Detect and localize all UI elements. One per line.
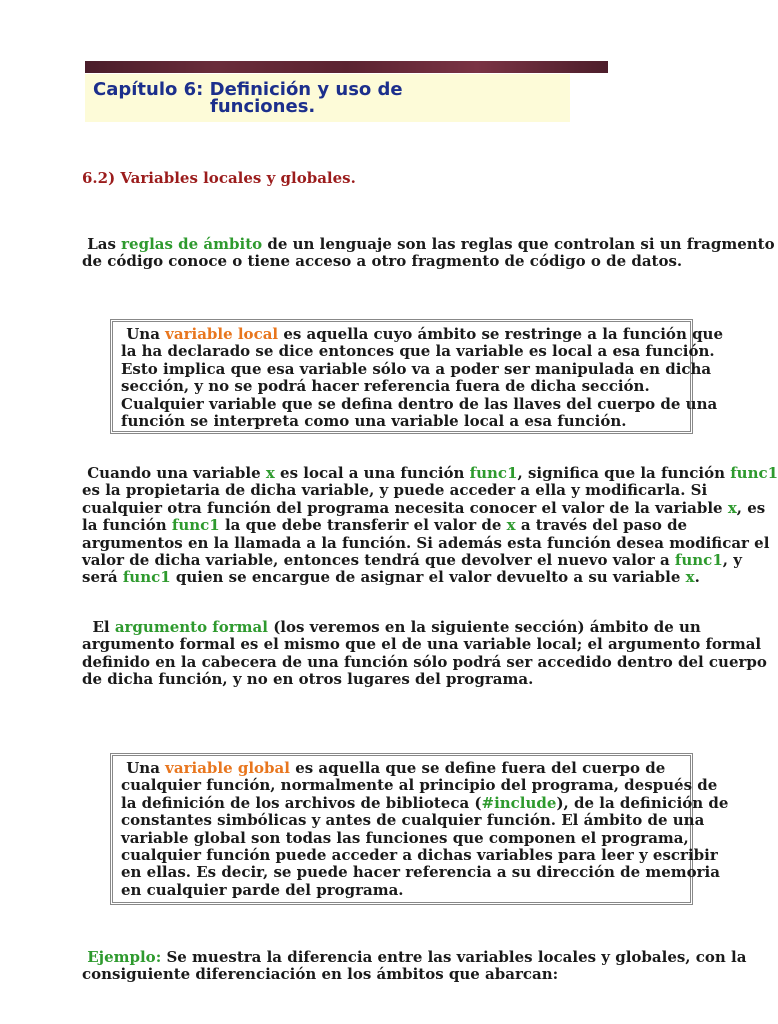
local-variable-definition-box: [110, 319, 724, 434]
func-name: func1: [469, 464, 518, 482]
paragraph-line: consiguiente diferenciación en los ámbitos que abarcan:: [82, 965, 559, 984]
intro-line: de código conoce o tiene acceso a otro fragmento de código o de datos.: [82, 252, 683, 271]
paragraph-line: es la propietaria de dicha variable, y puede acceder a ella y modificarla. Si: [82, 481, 708, 500]
paragraph-line: Cuando una variable x es local a una función func1, significa que la función func1: [82, 464, 778, 482]
term-include: #include: [481, 793, 557, 812]
chapter-title-line1: Capítulo 6: Definición y uso de: [93, 79, 403, 100]
term-variable-global: variable global: [165, 759, 290, 777]
formal-argument-paragraph: [82, 619, 767, 689]
paragraph-line: El argumento formal (los veremos en la siguiente sección) ámbito de un: [82, 618, 701, 636]
paragraph-line: será func1 quien se encargue de asignar el valor devuelto a su variable x.: [82, 568, 700, 587]
section-heading: 6.2) Variables locales y globales.: [82, 169, 356, 187]
func-name: func1: [674, 551, 723, 570]
var-x: x: [506, 516, 516, 535]
local-scope-example-paragraph: [82, 465, 778, 587]
func-name: func1: [122, 568, 171, 587]
paragraph-line: la función func1 la que debe transferir el valor de x a través del paso de: [82, 516, 688, 535]
paragraph-line: Ejemplo: Se muestra la diferencia entre las variables locales y globales, con la: [82, 948, 747, 966]
box-line: Una variable global es aquella que se define fuera del cuerpo de: [121, 759, 666, 777]
box-line: en cualquier parde del programa.: [121, 880, 404, 899]
intro-line: Las reglas de ámbito de un lenguaje son las reglas que controlan si un fragmento: [82, 235, 775, 253]
example-paragraph: [82, 949, 746, 984]
box-line: Cualquier variable que se defina dentro de las llaves del cuerpo de una: [121, 394, 718, 413]
paragraph-line: definido en la cabecera de una función sólo podrá ser accedido dentro del cuerpo: [82, 652, 767, 671]
func-name: func1: [171, 516, 220, 535]
intro-paragraph: [82, 236, 775, 271]
box-line: cualquier función puede acceder a dichas variables para leer y escribir: [121, 846, 718, 865]
box-line: cualquier función, normalmente al principio del programa, después de: [121, 776, 718, 795]
header-decorative-bar: [85, 61, 608, 73]
box-line: la definición de los archivos de biblioteca (#include), de la definición de: [121, 793, 729, 812]
box-line: constantes simbólicas y antes de cualquier función. El ámbito de una: [121, 811, 705, 830]
paragraph-line: valor de dicha variable, entonces tendrá que devolver el nuevo valor a func1, y: [82, 551, 742, 570]
term-variable-local: variable local: [165, 325, 279, 343]
var-x: x: [265, 464, 275, 482]
paragraph-line: argumento formal es el mismo que el de una variable local; el argumento formal: [82, 635, 762, 654]
box-line: función se interpreta como una variable local a esa función.: [121, 412, 627, 431]
box-line: en ellas. Es decir, se puede hacer referencia a su dirección de memoria: [121, 863, 720, 882]
var-x: x: [685, 568, 695, 587]
chapter-title-line2: funciones.: [210, 96, 316, 117]
term-reglas-de-ambito: reglas de ámbito: [121, 235, 263, 253]
box-line: variable global son todas las funciones que componen el programa,: [121, 828, 689, 847]
box-line: Esto implica que esa variable sólo va a poder ser manipulada en dicha: [121, 359, 712, 378]
paragraph-line: argumentos en la llamada a la función. Si además esta función desea modificar el: [82, 533, 770, 552]
box-line: Una variable local es aquella cuyo ámbito se restringe a la función que: [121, 325, 724, 343]
term-argumento-formal: argumento formal: [114, 618, 268, 636]
paragraph-line: de dicha función, y no en otros lugares del programa.: [82, 670, 534, 689]
paragraph-line: cualquier otra función del programa necesita conocer el valor de la variable x, es: [82, 498, 766, 517]
func-name: func1: [730, 464, 778, 482]
var-x: x: [727, 498, 737, 517]
box-line: la ha declarado se dice entonces que la variable es local a esa función.: [121, 342, 715, 361]
global-variable-definition-box: [110, 753, 729, 905]
example-label: Ejemplo:: [82, 948, 162, 966]
box-line: sección, y no se podrá hacer referencia fuera de dicha sección.: [121, 377, 650, 396]
